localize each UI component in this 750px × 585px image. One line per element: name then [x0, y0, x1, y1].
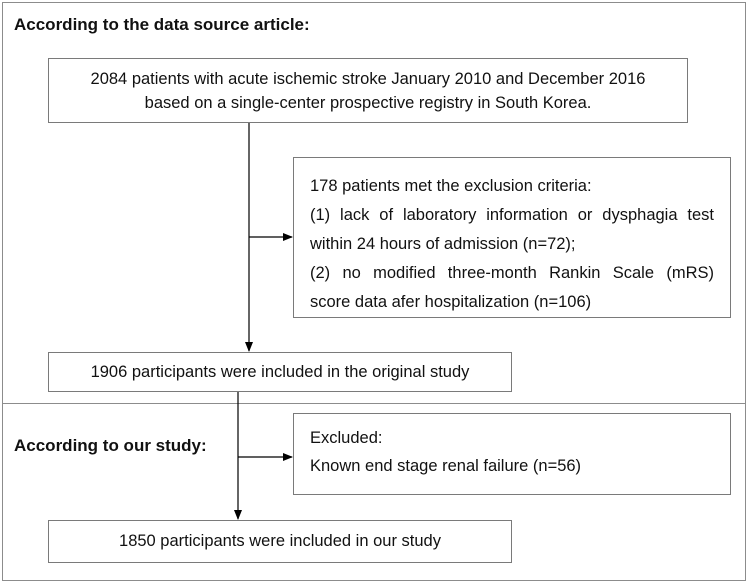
initial-cohort-line-2: based on a single-center prospective registry in South Korea. [144, 94, 592, 112]
exclusion-item-2-line-2: score data afer hospitalization (n=106) [310, 293, 592, 311]
heading-data-source-article: According to the data source article: [14, 15, 310, 34]
heading-our-study: According to our study: [14, 436, 207, 455]
initial-cohort-line-1: 2084 patients with acute ischemic stroke January 2010 and December 2016 [90, 70, 646, 88]
original-study-text: 1906 participants were included in the original study [90, 363, 470, 381]
exclusion-header: 178 patients met the exclusion criteria: [310, 177, 592, 195]
our-study-text: 1850 participants were included in our study [119, 532, 441, 550]
exclusion-item-1-line-1: (1) lack of laboratory information or dysphagia test [310, 206, 714, 224]
our-exclusion-header: Excluded: [310, 429, 383, 447]
exclusion-item-2-line-1: (2) no modified three-month Rankin Scale (mRS) [310, 264, 714, 282]
our-exclusion-item: Known end stage renal failure (n=56) [310, 457, 582, 475]
exclusion-item-1-line-2: within 24 hours of admission (n=72); [310, 235, 576, 253]
